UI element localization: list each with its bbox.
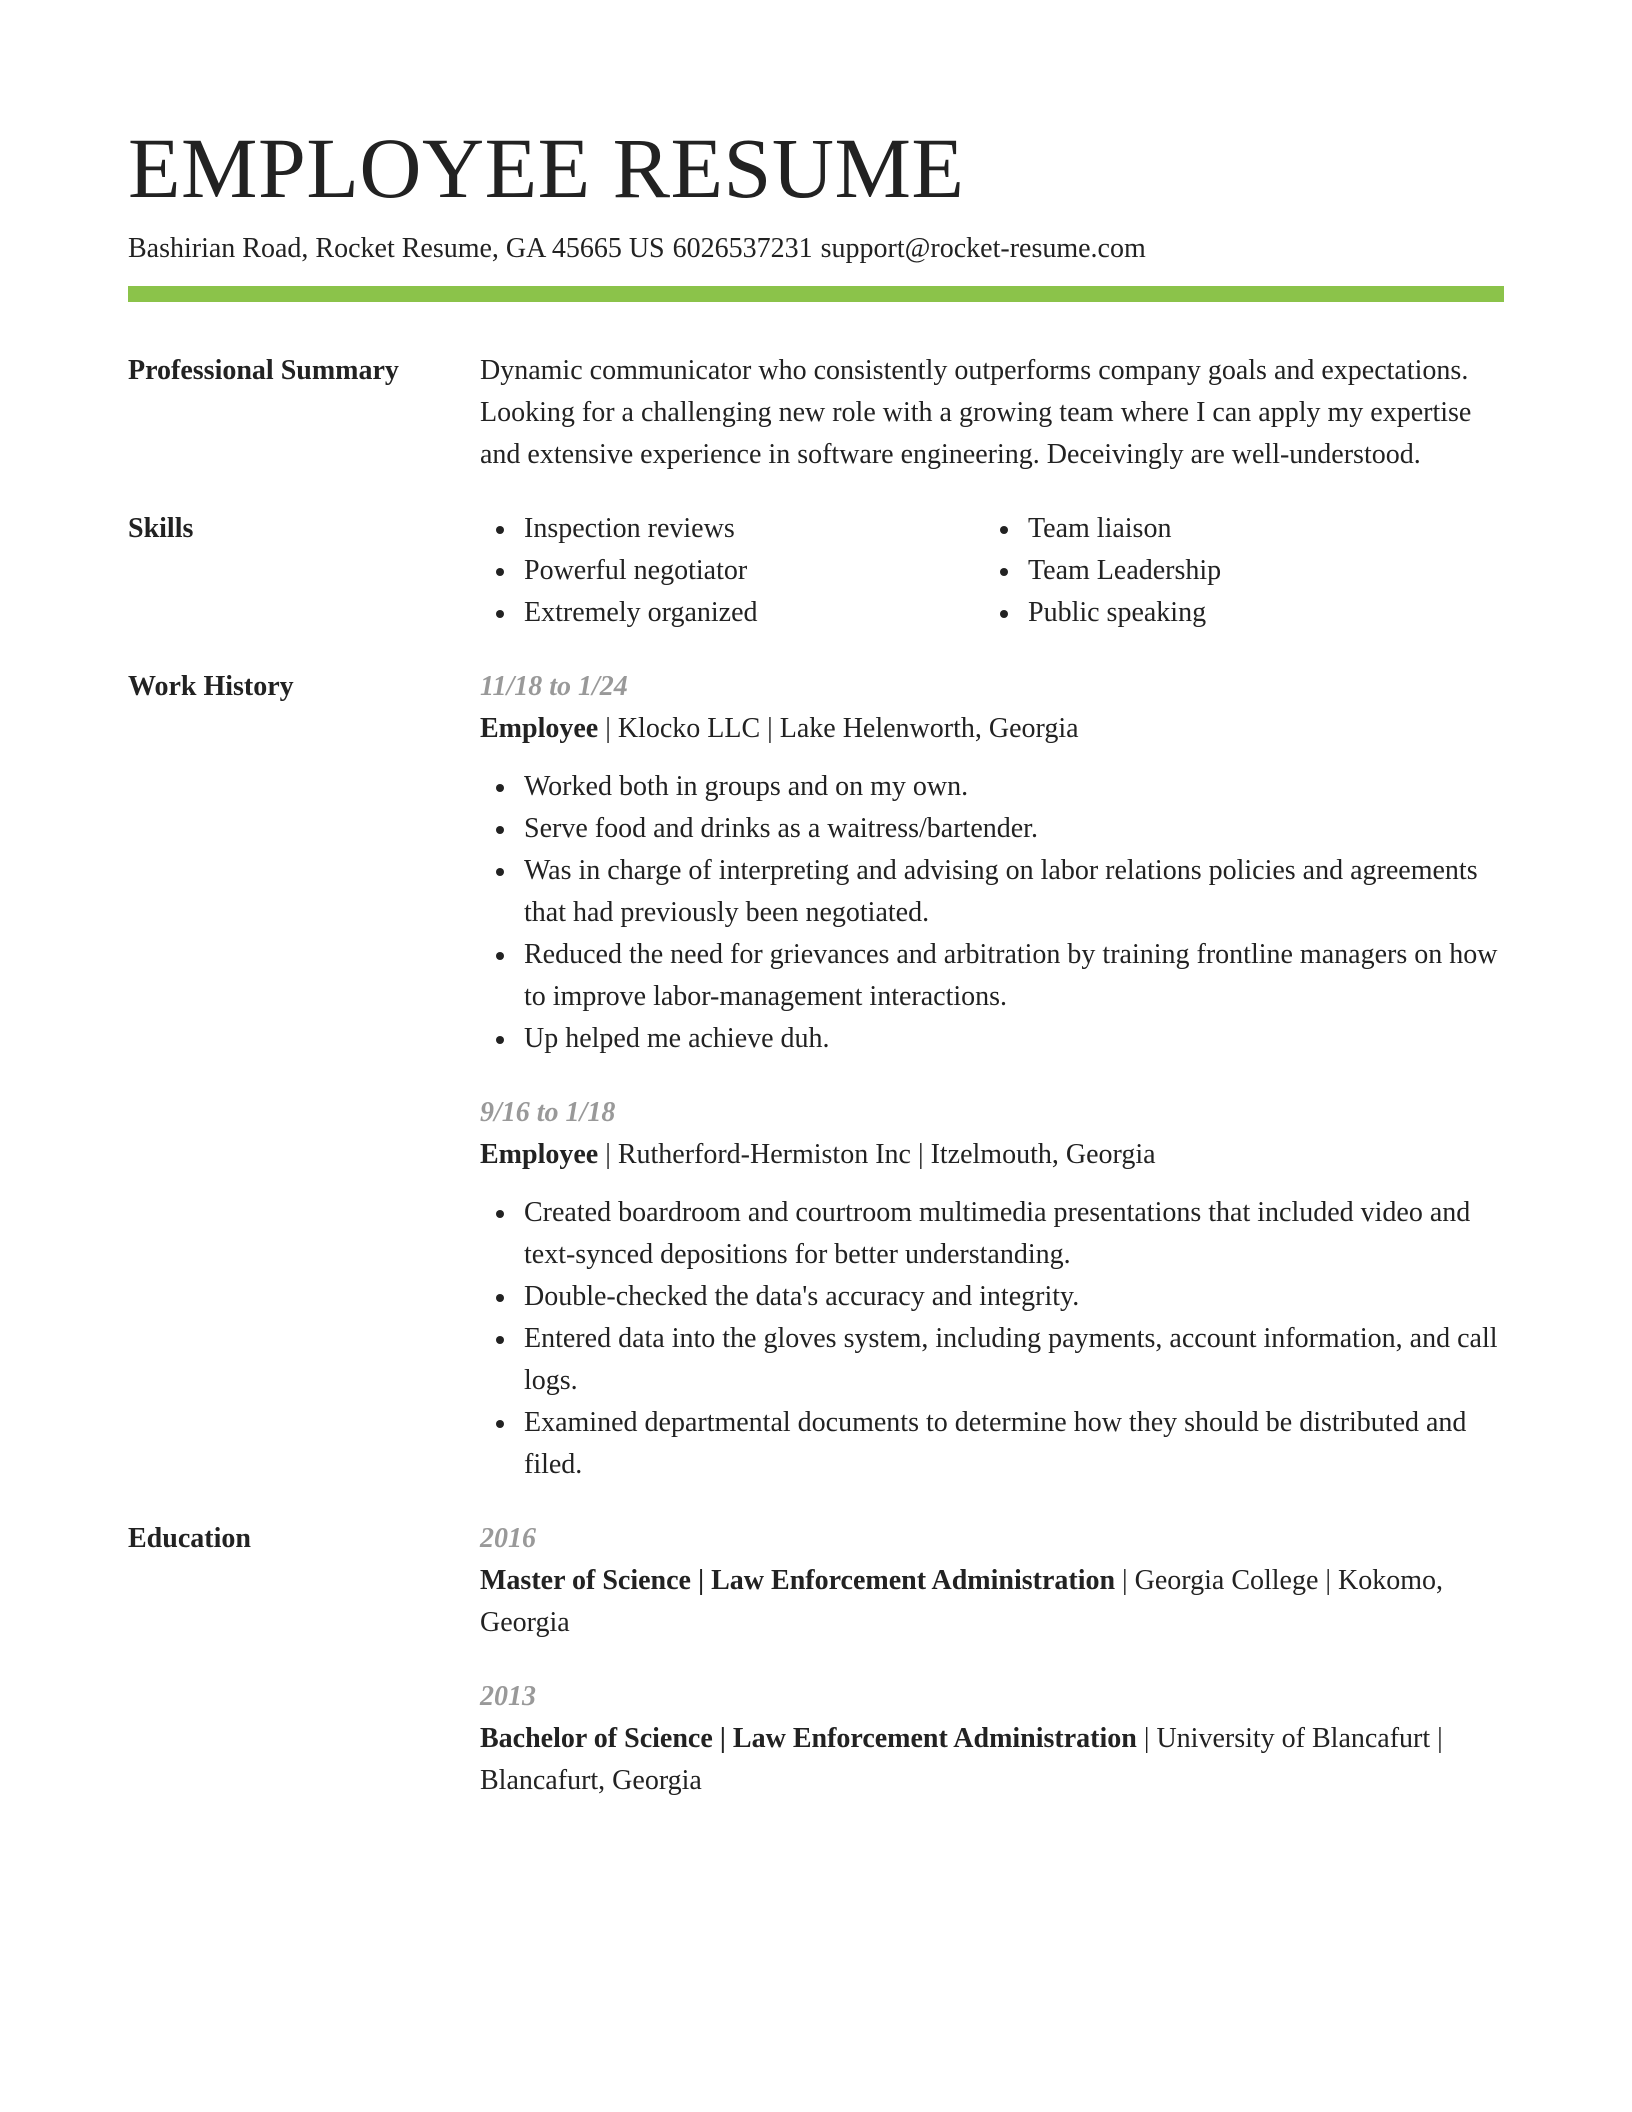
job-bullet: Examined departmental documents to determine how they should be distributed and filed. (480, 1402, 1504, 1486)
job-bullet: Double-checked the data's accuracy and integrity. (480, 1276, 1504, 1318)
job-bullet: Entered data into the gloves system, including payments, account information, and call logs. (480, 1318, 1504, 1402)
summary-heading: Professional Summary (128, 355, 399, 386)
job-bullet: Serve food and drinks as a waitress/bartender. (480, 808, 1504, 850)
job-heading (480, 1134, 1504, 1176)
contact-email: support@rocket-resume.com (820, 233, 1146, 264)
skills-heading: Skills (128, 513, 194, 544)
summary-text: Dynamic communicator who consistently outperforms company goals and expectations. Looking for a challenging new role with a growing team where I can apply my expertise and extensive experience in software engineering. Deceivingly are well-understood. (480, 355, 1472, 470)
education-heading-line (480, 1560, 1504, 1644)
job-title: Employee (480, 713, 599, 744)
job-bullet: Was in charge of interpreting and advising on labor relations policies and agreements that had previously been negotiated. (480, 850, 1504, 934)
skill-item: Team Leadership (984, 550, 1488, 592)
resume-content (128, 350, 1504, 1834)
skills-list-right (984, 508, 1488, 634)
education-heading-line (480, 1718, 1504, 1802)
job-dates: 11/18 to 1/24 (480, 671, 628, 702)
job-details: | Rutherford-Hermiston Inc | Itzelmouth, Georgia (598, 1139, 1156, 1170)
education-year: 2016 (480, 1523, 536, 1554)
summary-section (128, 350, 1504, 476)
skill-item: Inspection reviews (480, 508, 984, 550)
accent-divider (128, 286, 1504, 302)
skill-item: Extremely organized (480, 592, 984, 634)
contact-phone: 6026537231 (672, 233, 813, 264)
skill-item: Public speaking (984, 592, 1488, 634)
job-bullet: Worked both in groups and on my own. (480, 766, 1504, 808)
resume-title: EMPLOYEE RESUME (128, 120, 965, 216)
job-bullet: Created boardroom and courtroom multimedia presentations that included video and text-synced depositions for better understanding. (480, 1192, 1504, 1276)
job-heading (480, 708, 1504, 750)
skill-item: Powerful negotiator (480, 550, 984, 592)
job-dates: 9/16 to 1/18 (480, 1097, 616, 1128)
education-section (128, 1518, 1504, 1802)
education-entry (480, 1518, 1504, 1644)
contact-address: Bashirian Road, Rocket Resume, GA 45665 US (128, 233, 665, 264)
education-details: | University of Blancafurt | Blancafurt, Georgia (480, 1723, 1443, 1796)
job-details: | Klocko LLC | Lake Helenworth, Georgia (598, 713, 1079, 744)
job-title: Employee (480, 1139, 599, 1170)
education-year: 2013 (480, 1681, 536, 1712)
education-entry (480, 1676, 1504, 1802)
education-details: | Georgia College | Kokomo, Georgia (480, 1565, 1444, 1638)
job-entry (480, 666, 1504, 1060)
skills-section (128, 508, 1504, 634)
job-entry (480, 1092, 1504, 1486)
skills-list-left (480, 508, 984, 634)
skill-item: Team liaison (984, 508, 1488, 550)
education-heading: Education (128, 1523, 251, 1554)
work-history-heading: Work History (128, 671, 294, 702)
job-bullets (480, 766, 1504, 1060)
education-degree: Master of Science | Law Enforcement Administration (480, 1565, 1116, 1596)
work-history-section (128, 666, 1504, 1486)
job-bullet: Reduced the need for grievances and arbitration by training frontline managers on how to improve labor-management interactions. (480, 934, 1504, 1018)
contact-line (128, 232, 1146, 266)
education-degree: Bachelor of Science | Law Enforcement Administration (480, 1723, 1137, 1754)
job-bullet: Up helped me achieve duh. (480, 1018, 1504, 1060)
job-bullets (480, 1192, 1504, 1486)
